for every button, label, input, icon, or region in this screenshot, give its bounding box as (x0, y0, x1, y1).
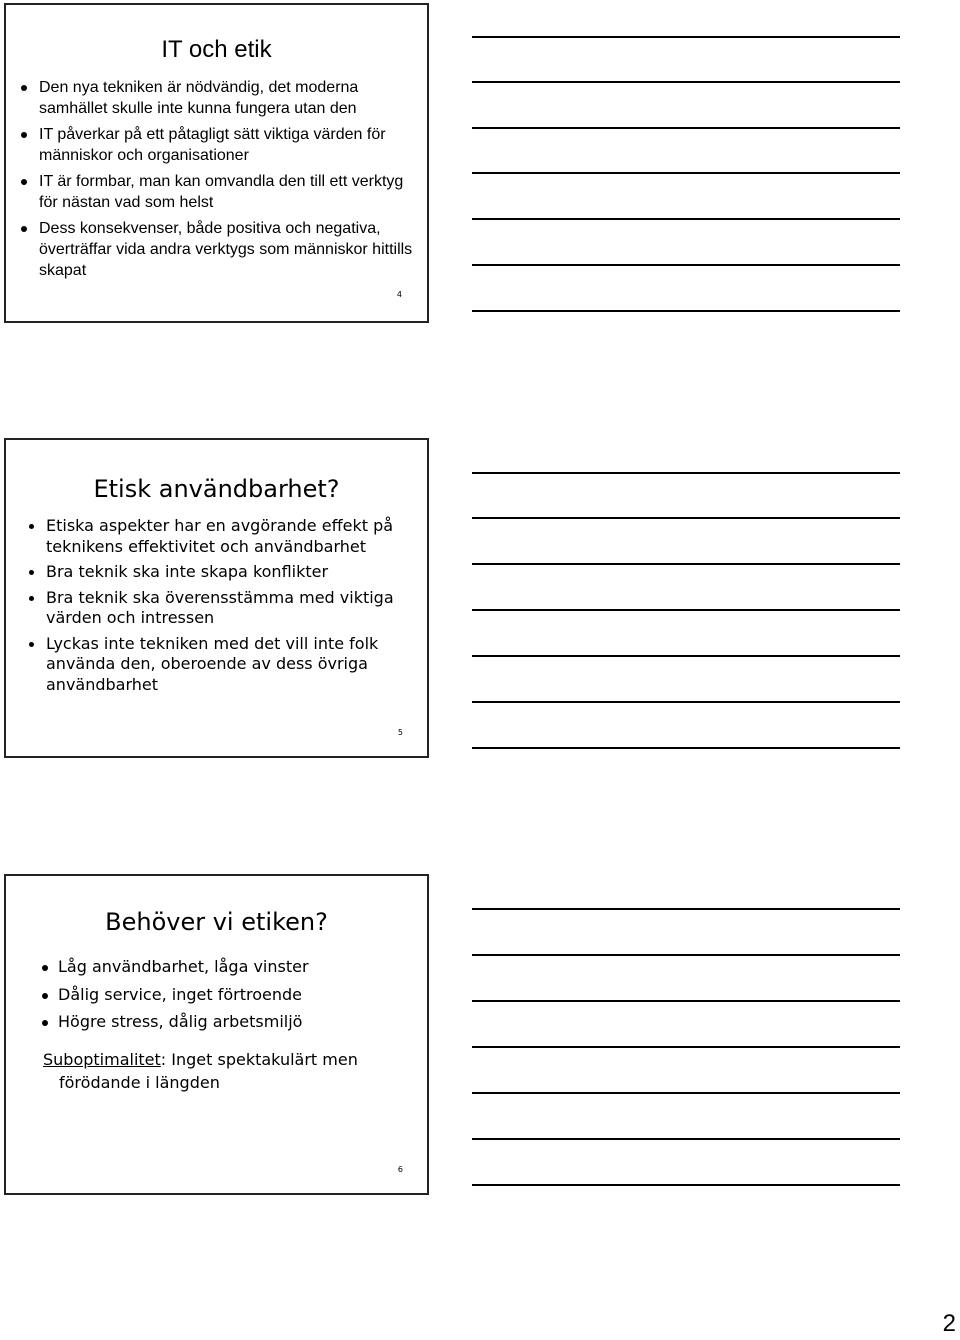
bullet-item: IT är formbar, man kan omvandla den till ett verktyg för nästan vad som helst (39, 171, 424, 213)
note-line (472, 1184, 900, 1186)
note-line (472, 655, 900, 657)
note-text: : Inget spektakulärt men (160, 1050, 358, 1069)
note-line (472, 218, 900, 220)
slide-title: IT och etik (161, 36, 272, 63)
note-line (472, 127, 900, 129)
suboptimality-note (43, 1048, 428, 1094)
bullet-item: Den nya tekniken är nödvändig, det moderna samhället skulle inte kunna fungera utan den (39, 77, 424, 119)
bullet-item: Bra teknik ska överensstämma med viktiga värden och intressen (46, 588, 426, 629)
bullet-item: Låg användbarhet, låga vinster (58, 957, 428, 977)
note-line (472, 517, 900, 519)
note-line (472, 701, 900, 703)
note-line (472, 563, 900, 565)
note-term: Suboptimalitet (43, 1050, 161, 1069)
slide-number: 6 (397, 1165, 403, 1174)
note-line (472, 1046, 900, 1048)
note-line (472, 264, 900, 266)
note-line (472, 908, 900, 910)
slide-number: 5 (397, 728, 403, 737)
note-line (472, 36, 900, 38)
note-line (472, 81, 900, 83)
note-line (472, 747, 900, 749)
slide-title: Behöver vi etiken? (105, 908, 328, 936)
bullet-list (46, 516, 426, 700)
bullet-list (58, 957, 428, 1040)
note-line (472, 1000, 900, 1002)
bullet-item: Dålig service, inget förtroende (58, 985, 428, 1005)
note-line (472, 472, 900, 474)
note-line (472, 1138, 900, 1140)
bullet-item: Dess konsekvenser, både positiva och negativa, överträffar vida andra verktygs som människor hittills skapat (39, 218, 424, 281)
bullet-item: Etiska aspekter har en avgörande effekt på teknikens effektivitet och användbarhet (46, 516, 426, 557)
bullet-item: Lyckas inte tekniken med det vill inte folk använda den, oberoende av dess övriga användbarhet (46, 634, 426, 696)
slide-title: Etisk användbarhet? (93, 475, 340, 503)
page-number: 2 (942, 1310, 956, 1337)
note-line (472, 954, 900, 956)
note-line (472, 310, 900, 312)
note-text-continued: förödande i längden (59, 1073, 220, 1092)
bullet-item: Högre stress, dålig arbetsmiljö (58, 1012, 428, 1032)
bullet-item: IT påverkar på ett påtagligt sätt viktiga värden för människor och organisationer (39, 124, 424, 166)
slide-it-och-etik (4, 3, 429, 323)
slide-etisk-anvandbarhet (4, 438, 429, 758)
note-line (472, 609, 900, 611)
note-line (472, 1092, 900, 1094)
slide-behover-vi-etiken (4, 874, 429, 1195)
slide-number: 4 (396, 290, 402, 299)
note-line (472, 172, 900, 174)
bullet-list (39, 77, 424, 286)
bullet-item: Bra teknik ska inte skapa konflikter (46, 562, 426, 583)
